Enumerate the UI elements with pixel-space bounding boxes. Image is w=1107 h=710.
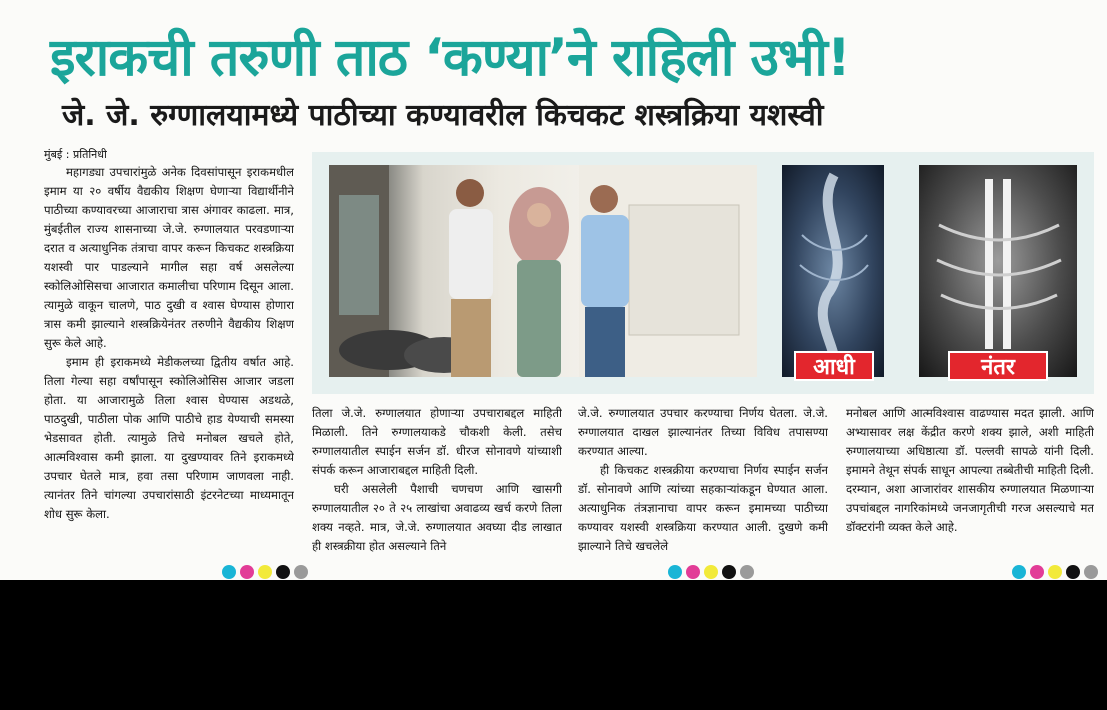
registration-dot xyxy=(1012,565,1026,579)
spine-xray-illustration xyxy=(782,165,884,377)
xray-before-image xyxy=(782,165,884,377)
paragraph: तिला जे.जे. रुग्णालयात होणाऱ्या उपचाराबद्दल माहिती मिळाली. तिने रुग्णालयाकडे चौकशी केली. तसेच रुग्णालयातील स्पाईन सर्जन डॉ. धीरज सोनावणे यांच्याशी संपर्क करून आजाराबद्दल माहिती दिली. xyxy=(312,406,562,477)
registration-dot xyxy=(668,565,682,579)
after-label: नंतर xyxy=(948,351,1048,381)
paragraph: घरी असलेली पैशाची चणचण आणि खासगी रुग्णालयातील २० ते २५ लाखांचा अवाढव्य खर्च करणे तिला शक्य नव्हते. मात्र, जे.जे. रुग्णालयात अवघ्या दीड लाखात ही शस्त्रक्रीया होत असल्याने तिने xyxy=(312,482,562,553)
registration-dot xyxy=(240,565,254,579)
dateline: मुंबई : प्रतिनिधी xyxy=(44,148,107,161)
registration-dot xyxy=(258,565,272,579)
article-column-2 xyxy=(312,404,562,574)
paragraph: महागड्या उपचारांमुळे अनेक दिवसांपासून इराकमधील इमाम या २० वर्षीय वैद्यकीय शिक्षण घेणाऱ्या विद्यार्थीनीने पाठीच्या कण्यावरच्या आजाराचा त्रास अंगावर काढला. मात्र, मुंबईतील राज्य शासनाच्या जे.जे. रुग्णालयात परवडणाऱ्या दरात व अत्याधुनिक तंत्राचा वापर करून किचकट शस्त्रक्रिया यशस्वी पार पाडल्याने मागील सहा वर्ष असलेल्या स्कोलिओसिसचा आजारात कमालीचा परिणाम दिसून आला. त्यामुळे वाकून चालणे, पाठ दुखी व श्वास घेण्यास होणारा त्रास कमी झाल्याने शस्त्रक्रियेनंतर तरुणीने वैद्यकीय शिक्षण सुरू केले आहे. xyxy=(44,165,294,350)
registration-dot xyxy=(1048,565,1062,579)
xray-after-image xyxy=(919,165,1077,377)
article-column-4 xyxy=(846,404,1094,574)
print-registration-marks xyxy=(668,564,758,578)
registration-dot xyxy=(722,565,736,579)
headline: इराकची तरुणी ताठ ‘कण्या’ने राहिली उभी! xyxy=(50,28,850,88)
photo-illustration xyxy=(329,165,757,377)
article-column-3 xyxy=(578,404,828,574)
registration-dot xyxy=(1084,565,1098,579)
registration-dot xyxy=(740,565,754,579)
registration-dot xyxy=(294,565,308,579)
paragraph: ही किचकट शस्त्रक्रीया करण्याचा निर्णय स्पाईन सर्जन डॉ. सोनावणे आणि त्यांच्या सहकाऱ्यांकडून घेण्यात आला. अत्याधुनिक तंत्रज्ञानाचा वापर करून इमामच्या पाठीच्या कण्यावर यशस्वी शस्त्रक्रिया करण्यात आली. दुखणे कमी झाल्याने तिचे खचलेले xyxy=(578,463,828,553)
registration-dot xyxy=(1066,565,1080,579)
before-label: आधी xyxy=(794,351,874,381)
print-registration-marks xyxy=(1012,564,1102,578)
photo-strip xyxy=(312,152,1094,394)
paragraph: इमाम ही इराकमध्ये मेडीकलच्या द्वितीय वर्षात आहे. तिला गेल्या सहा वर्षांपासून स्कोलिओसिस आजार जडला होता. या आजारामुळे तिला श्वास घेण्यास अडथळे, पाठदुखी, पाठीला पोक आणि पाठीचे हाड येण्याची समस्या भेडसावत होती. त्यामुळे तिचे मनोबल खचले होते, आत्मविश्वास कमी झाला. या दुखण्यावर तिने इराकमध्ये उपचार घेतले मात्र, हवा तसा परिणाम जाणवला नाही. त्यानंतर तिने चांगल्या उपचारांसाठी इंटरनेटच्या माध्यमातून शोध सुरू केला. xyxy=(44,355,294,521)
paragraph: जे.जे. रुग्णालयात उपचार करण्याचा निर्णय घेतला. जे.जे. रुग्णालयात दाखल झाल्यानंतर तिच्या विविध तपासण्या करण्यात आल्या. xyxy=(578,406,828,458)
print-registration-marks xyxy=(222,564,312,578)
subheadline: जे. जे. रुग्णालयामध्ये पाठीच्या कण्यावरील किचकट शस्त्रक्रिया यशस्वी xyxy=(62,98,824,133)
article-column-1 xyxy=(44,163,294,573)
registration-dot xyxy=(704,565,718,579)
registration-dot xyxy=(222,565,236,579)
spine-xray-illustration xyxy=(919,165,1077,377)
paragraph: मनोबल आणि आत्मविश्वास वाढण्यास मदत झाली. आणि अभ्यासावर लक्ष केंद्रीत करणे शक्य झाले, अशी माहिती रुग्णालयाच्या अधिष्ठात्या डॉ. पल्लवी सापळे यांनी दिली. इमामने तेथून संपर्क साधून आपल्या तब्बेतीची माहिती दिली. दरम्यान, अशा आजारांवर शासकीय रुग्णालयात मिळणाऱ्या उपचांबद्दल नागरिकांमध्ये जनजागृतीची गरज असल्याचे मत डॉक्टरांनी व्यक्त केले आहे. xyxy=(846,406,1094,534)
registration-dot xyxy=(686,565,700,579)
registration-dot xyxy=(1030,565,1044,579)
registration-dot xyxy=(276,565,290,579)
doctors-and-patient-photo xyxy=(329,165,757,377)
